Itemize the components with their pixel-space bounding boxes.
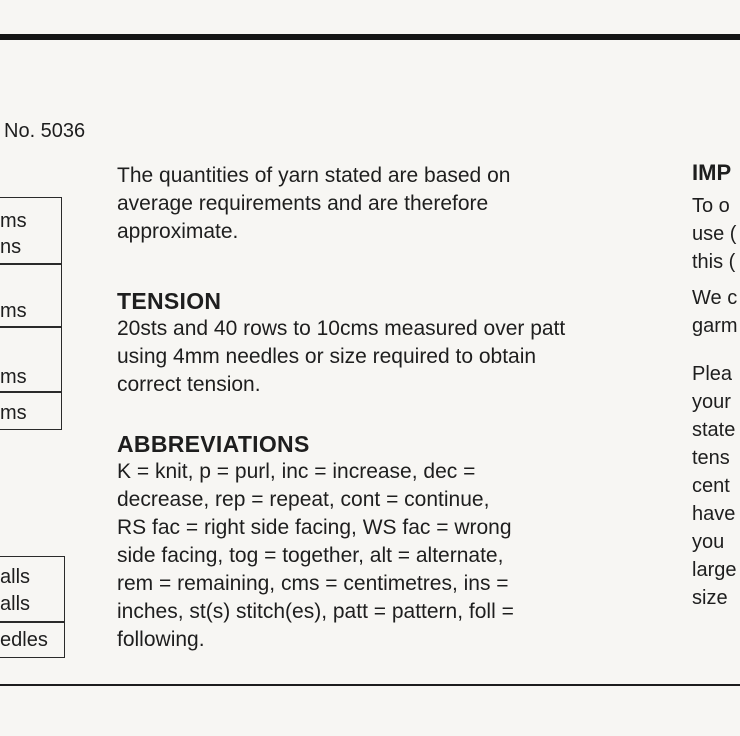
size-cell: ns — [0, 236, 22, 258]
text-line: use ( — [692, 223, 737, 245]
text-line: cent — [692, 475, 730, 497]
text-line: We c — [692, 287, 738, 309]
text-line: average requirements and are therefore — [117, 192, 489, 215]
text-line: 20sts and 40 rows to 10cms measured over patt — [117, 317, 566, 340]
text-line: using 4mm needles or size required to obtain — [117, 345, 537, 368]
text-line: approximate. — [117, 220, 239, 243]
materials-table — [0, 556, 65, 658]
size-table — [0, 197, 62, 430]
size-cell: ms — [0, 210, 27, 232]
table-divider — [0, 326, 61, 328]
text-line: inches, st(s) stitch(es), patt = pattern, foll = — [117, 600, 514, 623]
abbreviations-heading: ABBREVIATIONS — [117, 431, 310, 457]
text-line: correct tension. — [117, 373, 261, 396]
important-heading: IMP — [692, 160, 732, 185]
materials-cell: edles — [0, 629, 48, 651]
size-cell: ms — [0, 366, 27, 388]
text-line: this ( — [692, 251, 736, 273]
bottom-rule — [0, 684, 740, 686]
yarn-quantity-note — [117, 162, 647, 246]
text-line: side facing, tog = together, alt = alternate, — [117, 544, 504, 567]
materials-cell: alls — [0, 593, 31, 615]
text-line: decrease, rep = repeat, cont = continue, — [117, 488, 490, 511]
size-cell: ms — [0, 300, 27, 322]
important-block-1 — [692, 192, 736, 276]
text-line: Plea — [692, 363, 733, 385]
text-line: following. — [117, 628, 205, 651]
pattern-number: No. 5036 — [4, 120, 86, 142]
table-divider — [0, 263, 61, 265]
text-line: RS fac = right side facing, WS fac = wrong — [117, 516, 512, 539]
text-line: rem = remaining, cms = centimetres, ins = — [117, 572, 509, 595]
materials-cell: alls — [0, 566, 31, 588]
text-line: The quantities of yarn stated are based on — [117, 164, 511, 187]
text-line: have — [692, 503, 736, 525]
text-line: you — [692, 531, 725, 553]
table-divider — [0, 621, 64, 623]
text-line: garm — [692, 315, 738, 337]
top-rule — [0, 34, 740, 40]
text-line: large — [692, 559, 737, 581]
tension-section — [117, 287, 647, 399]
abbreviations-section — [117, 430, 647, 654]
important-block-2 — [692, 284, 738, 340]
text-line: size — [692, 587, 728, 609]
size-cell: ms — [0, 402, 27, 424]
table-divider — [0, 391, 61, 393]
tension-heading: TENSION — [117, 288, 222, 314]
text-line: state — [692, 419, 736, 441]
important-block-3 — [692, 360, 736, 612]
text-line: tens — [692, 447, 730, 469]
text-line: your — [692, 391, 731, 413]
text-line: To o — [692, 195, 730, 217]
text-line: K = knit, p = purl, inc = increase, dec = — [117, 460, 476, 483]
